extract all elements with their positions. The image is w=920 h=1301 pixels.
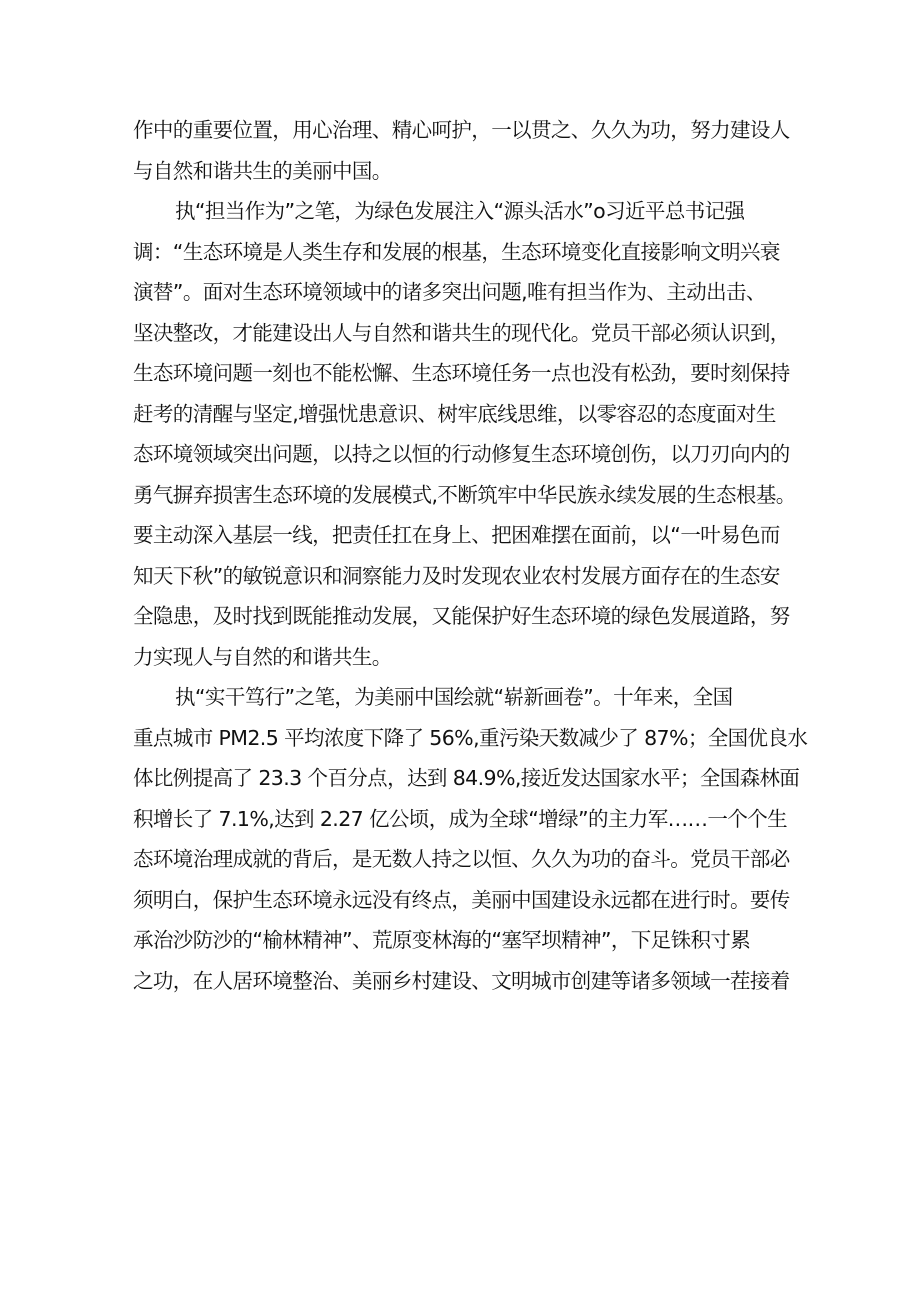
text-line: 积增长了 7.1%,达到 2.27 亿公顷，成为全球“增绿”的主力军……一个个生 — [133, 806, 788, 831]
text-line: 之功，在人居环境整治、美丽乡村建设、文明城市创建等诸多领域一茬接着 — [133, 968, 790, 993]
text-line: 承治沙防沙的“榆林精神”、荒原变林海的“塞罕坝精神”，下足铢积寸累 — [133, 928, 751, 952]
text-line: 知天下秋”的敏锐意识和洞察能力及时发现农业农村发展方面存在的生态安 — [133, 563, 780, 588]
text-line: 勇气摒弃损害生态环境的发展模式,不断筑牢中华民族永续发展的生态根基。 — [133, 482, 796, 507]
text-line: 调：“生态环境是人类生存和发展的根基，生态环境变化直接影响文明兴衰 — [133, 239, 780, 264]
text-line: 重点城市 PM2.5 平均浓度下降了 56%,重污染天数减少了 87%；全国优良水 — [133, 725, 808, 750]
paragraph-start-line: 执“实干笃行”之笔，为美丽中国绘就“崭新画卷”。十年来，全国 — [175, 685, 733, 709]
text-line: 与自然和谐共生的美丽中国。 — [133, 158, 392, 183]
text-line: 要主动深入基层一线，把责任扛在身上、把困难摆在面前，以“一叶易色而 — [133, 523, 780, 547]
paragraph-start-line: 执“担当作为”之笔，为绿色发展注入“源头活水”o习近平总书记强 — [175, 199, 745, 223]
text-line: 生态环境问题一刻也不能松懈、生态环境任务一点也没有松劲，要时刻保持 — [133, 361, 790, 385]
text-line: 全隐患，及时找到既能推动发展，又能保护好生态环境的绿色发展道路，努 — [133, 604, 790, 628]
text-line: 赶考的清醒与坚定,增强忧患意识、树牢底线思维，以零容忍的态度面对生 — [133, 401, 776, 426]
text-line: 体比例提高了 23.3 个百分点，达到 84.9%,接近发达国家水平；全国森林面 — [133, 766, 800, 790]
text-line: 态环境领域突出问题，以持之以恒的行动修复生态环境创伤，以刀刃向内的 — [133, 442, 790, 466]
document-page — [133, 114, 808, 1005]
text-line: 态环境治理成就的背后，是无数人持之以恒、久久为功的奋斗。党员干部必 — [133, 847, 790, 871]
text-line: 演替”。面对生态环境领域中的诸多突出问题,唯有担当作为、主动出击、 — [133, 280, 766, 304]
text-line: 力实现人与自然的和谐共生。 — [133, 644, 392, 669]
text-line: 作中的重要位置，用心治理、精心呵护，一以贯之、久久为功，努力建设人 — [133, 118, 790, 142]
text-line: 须明白，保护生态环境永远没有终点，美丽中国建设永远都在进行时。要传 — [133, 887, 790, 912]
text-line: 坚决整改，才能建设出人与自然和谐共生的现代化。党员干部必须认识到， — [133, 320, 790, 345]
